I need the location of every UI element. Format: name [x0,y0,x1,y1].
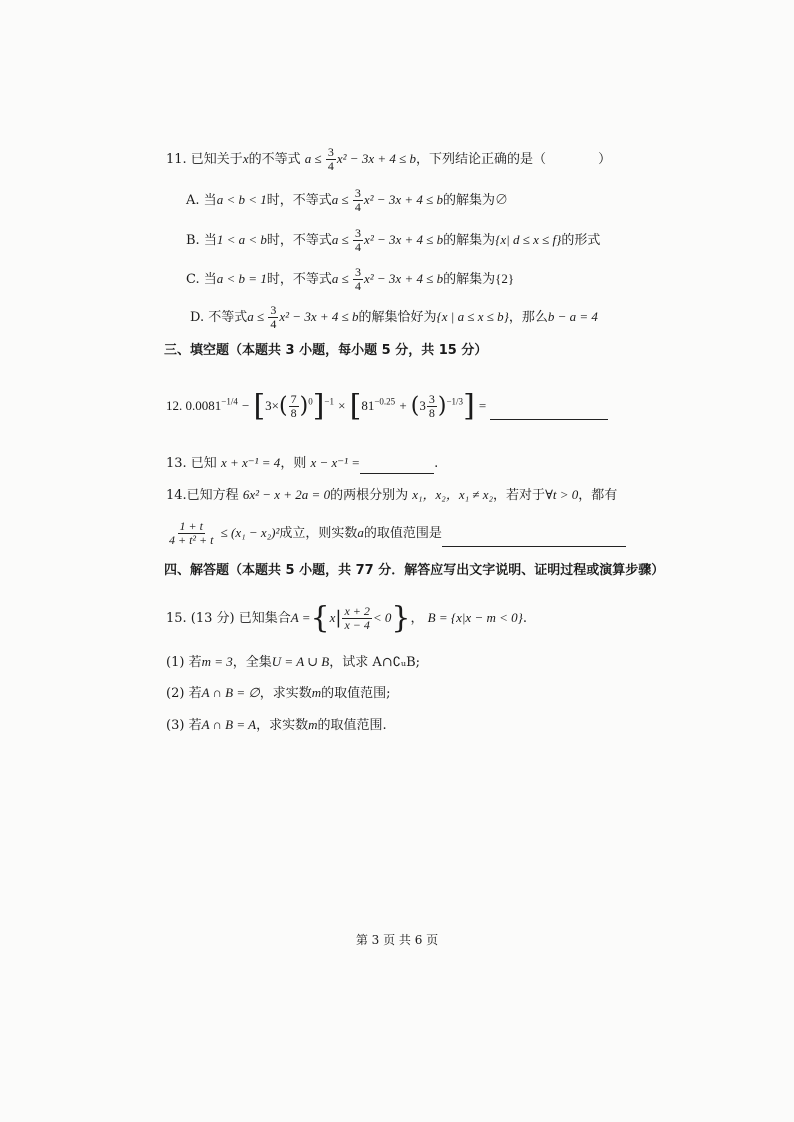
q11-option-c-ineq-rest: x² − 3x + 4 ≤ b [363,271,444,286]
q11-option-d-set: {x | a ≤ x ≤ b} [436,309,509,324]
q15-p2-b: ，求实数 [259,686,312,701]
q11-option-b-set: {x| d ≤ x ≤ f} [495,232,562,247]
q12-mixed-num: 3 [428,392,435,406]
page-footer: 第 3 页 共 6 页 [355,933,439,947]
q14-prefix: 14.已知方程 [166,488,239,503]
q14-frac-den: 4 + t² + t [169,533,214,547]
q15-p2-m: m [311,685,322,700]
q15-p3-a: 若 [188,718,202,733]
q12-left-paren: ( [279,393,288,419]
q15-prefix: 15. (13 分) 已知集合 [166,611,291,626]
q12-exp-025: −0.25 [374,396,396,407]
q14-forall: ∀t > 0 [545,487,579,502]
q12-seven-eighths [289,393,299,420]
q11-option-d-post: 的解集恰好为 [358,310,437,325]
q11-option-a-label: A. [186,193,200,208]
q12-left-bracket-2: [ [349,388,362,424]
q11-option-d-frac [268,304,278,331]
q12-times: × [338,398,346,413]
q12-right-bracket: ] [312,388,325,424]
q14-end1: ，都有 [578,488,618,503]
q11-option-a [186,187,508,214]
q11-frac [326,146,336,173]
q11-frac-num: 3 [327,145,334,159]
q12-exp-third: −1/3 [446,396,464,407]
q11-option-b-frac-den: 4 [355,240,362,254]
q15-setA-tail: < 0 [372,610,392,625]
q11-option-c-pre: 当 [203,272,217,287]
q15-left-brace: { [310,600,330,636]
q12-exp-zero: 0 [308,396,313,407]
q15-p3-b: ，求实数 [256,718,309,733]
q15-p2-c: 的取值范围; [321,686,391,701]
section-3-heading: 三、填空题（本题共 3 小题，每小题 5 分，共 15 分） [164,343,488,358]
q15-p1-m: m = 3 [201,654,233,669]
q13-target: x − x⁻¹ = [310,455,361,470]
q11-option-c-post: 的解集为 [443,272,496,287]
q11-option-a-ineq-a: a ≤ [331,192,352,207]
q14-answer-blank[interactable] [442,532,626,547]
q12-three-times: 3× [265,398,280,413]
q11-option-a-frac [353,187,363,214]
q11-option-c-label: C. [186,272,200,287]
q11-option-b-frac-num: 3 [355,226,362,240]
q14-line-1 [166,485,617,506]
q12-seven: 7 [290,392,297,406]
q11-option-b-ineq-a: a ≤ [331,232,353,247]
q11-option-c-frac-den: 4 [354,279,361,293]
q11-option-d-frac-num: 3 [270,303,277,317]
q15-comma: ， [410,611,424,626]
q12-exp-quarter: −1/4 [221,396,238,407]
q15-right-brace: } [391,600,411,636]
q11-option-d [190,304,598,331]
q14-mid3: 成立，则实数 [279,526,358,541]
q15-p2-cond: A ∩ B = ∅ [201,685,260,700]
q12-plus: + [399,398,407,413]
q11-frac-den: 4 [327,159,334,173]
q15-p1-label: (1) [166,655,185,670]
q15-setA-frac [342,605,371,632]
q14-mid2: ，若对于 [493,488,546,503]
q12-right-paren-2: ) [437,393,447,419]
q11-ineq-a: a ≤ [304,151,325,166]
q11-option-a-pre: 当 [203,193,217,208]
q12-prefix: 12. 0.0081 [166,398,222,413]
q11-ineq-rest: x² − 3x + 4 ≤ b [336,151,417,166]
q12-expression [166,388,608,424]
q11-option-b-post: 的解集为 [443,233,496,248]
q14-frac-num: 1 + t [179,519,203,533]
q11-option-b-pre: 当 [203,233,217,248]
q15-p2-label: (2) [166,686,185,701]
q11-option-d-ineq-rest: x² − 3x + 4 ≤ b [279,309,359,324]
q13-prefix: 13. 已知 [166,456,217,471]
q12-exp-minus-one: −1 [324,396,334,407]
q11-stem-suffix: ，下列结论正确的是（ [416,152,547,167]
q11-option-c-ineq-a: a ≤ [331,271,352,286]
q12-equals: = [478,398,487,413]
q11-option-d-frac-den: 4 [270,317,277,331]
q12-base-81: 81 [361,398,375,413]
q15-setB: B = {x|x − m < 0} [427,610,523,625]
q15-setA-var: x [329,610,336,625]
q11-option-d-label: D. [190,310,205,325]
q15-part-2 [166,683,391,704]
q15-p3-m: m [308,717,318,732]
q11-option-b-cond: 1 < a < b [216,232,267,247]
q15-part-1 [166,652,420,673]
q13-end: . [434,456,439,471]
q11-option-b-frac [353,227,363,254]
q11-stem-mid: 的不等式 [248,152,301,167]
q12-left-bracket: [ [253,388,266,424]
q11-option-c-cond: a < b = 1 [216,271,267,286]
q13-answer-blank[interactable] [360,459,434,474]
q14-end2: 的取值范围是 [363,526,442,541]
q15-p2-a: 若 [188,686,202,701]
q12-eight: 8 [290,406,297,420]
q15-setA-num: x + 2 [344,604,370,618]
q15-part-3 [166,715,387,736]
q15-p3-c: 的取值范围. [317,718,387,733]
q11-option-b-ineq-rest: x² − 3x + 4 ≤ b [364,232,444,247]
q11-option-a-ineq-rest: x² − 3x + 4 ≤ b [363,192,444,207]
q11-option-d-eq: b − a = 4 [547,309,598,324]
q14-frac [167,520,215,547]
q11-option-c-set: {2} [495,271,515,286]
q14-equation: 6x² − x + 2a = 0 [242,487,331,502]
q12-mixed-den: 8 [428,406,435,420]
q15-p1-c: ，试求 A∩∁ᵤB; [329,655,421,670]
q11-option-a-mid: 时，不等式 [266,193,332,208]
q12-left-paren-2: ( [410,393,420,419]
q11-stem [166,146,611,173]
q12-minus: − [241,398,250,413]
q15-stem: 15. (13 分) 已知集合A ={x| $\frac{x + 2}{x - 4}$ < 0}， B = {x|x − m < 0}. [166,600,527,636]
q12-right-paren: ) [299,393,309,419]
q15-p1-a: 若 [188,655,202,670]
q11-option-c-mid: 时，不等式 [266,272,332,287]
q11-option-b-label: B. [186,233,200,248]
q14-rhs: ≤ (x₁ − x₂)² [220,525,280,540]
q11-option-c-frac [353,266,363,293]
q11-option-d-then: ，那么 [508,310,548,325]
q11-var-x: x [242,151,249,166]
q12-right-bracket-2: ] [463,388,475,424]
q15-p1-u: U = A ∪ B [271,654,330,669]
q11-option-c-frac-num: 3 [354,265,361,279]
q15-p3-label: (3) [166,718,185,733]
section-4-heading: 四、解答题（本题共 5 小题，共 77 分．解答应写出文字说明、证明过程或演算步骤） [164,563,665,578]
q14-var-a: a [357,525,364,540]
q14-line-2 [166,520,626,550]
q12-mixed-frac [427,393,437,420]
q11-stem-prefix: 11. 已知关于 [166,152,243,167]
q11-answer-paren: ） [598,152,612,167]
q11-option-a-frac-den: 4 [354,200,361,214]
q15-setA-lhs: A = [290,610,311,625]
q11-option-b-mid: 时，不等式 [266,233,332,248]
q12-answer-blank[interactable] [490,405,608,420]
q11-option-a-cond: a < b < 1 [216,192,267,207]
q11-option-b [186,227,600,254]
q12-mixed-whole: 3 [419,398,426,413]
q14-mid1: 的两根分别为 [330,488,409,503]
q15-setA-den: x − 4 [344,618,370,632]
q11-option-b-end: 的形式 [561,233,601,248]
q11-option-a-post: 的解集为∅ [443,193,509,208]
q15-p1-b: ，全集 [232,655,272,670]
q15-p3-cond: A ∩ B = A [201,717,257,732]
q11-option-d-pre: 不等式 [208,310,248,325]
q11-option-c [186,266,514,293]
q13-mid: ，则 [280,456,307,471]
q13 [166,453,438,474]
q14-roots: x₁，x₂，x₁ ≠ x₂ [412,487,494,502]
q11-option-d-ineq-a: a ≤ [247,309,268,324]
q11-option-a-frac-num: 3 [354,186,361,200]
q13-condition: x + x⁻¹ = 4 [220,455,281,470]
q15-period: . [522,611,527,626]
